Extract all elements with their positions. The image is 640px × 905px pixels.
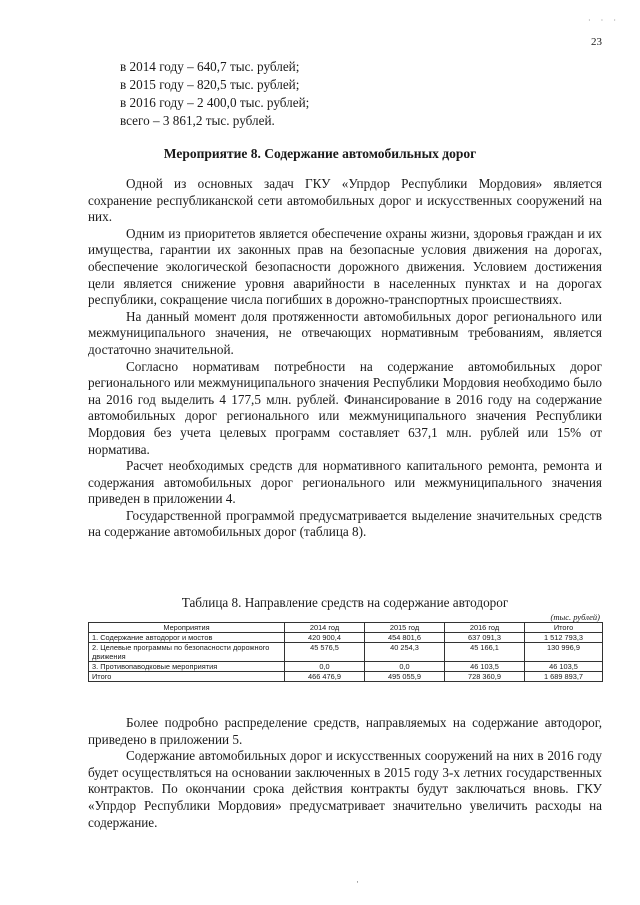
table-cell: 454 801,6 xyxy=(365,633,445,643)
section-title: Мероприятие 8. Содержание автомобильных дорог xyxy=(163,146,477,161)
table-cell: 466 476,9 xyxy=(285,672,365,682)
table-header: 2016 год xyxy=(445,623,525,633)
table-cell: 0,0 xyxy=(285,662,365,672)
budget-list xyxy=(120,58,309,130)
table-cell: 637 091,3 xyxy=(445,633,525,643)
table-header: 2015 год xyxy=(365,623,445,633)
table-cell: 1 512 793,3 xyxy=(525,633,603,643)
funding-table-block xyxy=(88,595,602,682)
paragraph: Более подробно распределение средств, направляемых на содержание автодорог, приведено в приложении 5. xyxy=(88,715,602,747)
table-caption: Таблица 8. Направление средств на содержание автодорог xyxy=(181,595,509,610)
paragraph: Расчет необходимых средств для нормативного капитального ремонта, ремонта и содержания автомобильных дорог регионального или межмуниципального значения приведен в приложении 4. xyxy=(88,458,602,507)
table-cell: 420 900,4 xyxy=(285,633,365,643)
table-cell: 40 254,3 xyxy=(365,643,445,662)
table-total-row xyxy=(89,672,603,682)
paragraph: Одним из приоритетов является обеспечение охраны жизни, здоровья граждан и их имущества, гарантии их законных прав на безопасные условия движения на дорогах, обеспечение экологической безопасности дорожного движения. Условием достижения цели является снижение уровня аварийности в населенных пунктах и на дорогах республики, сокращение числа погибших в дорожно-транспортных происшествиях. xyxy=(88,225,602,308)
table-cell: 130 996,9 xyxy=(525,643,603,662)
budget-line-2014: в 2014 году – 640,7 тыс. рублей; xyxy=(120,59,300,74)
table-header: Итого xyxy=(525,623,603,633)
body-text xyxy=(88,176,602,541)
paragraph: Одной из основных задач ГКУ «Упрдор Республики Мордовия» является сохранение республиканской сети автомобильных дорог и искусственных сооружений на них. xyxy=(88,176,602,225)
paragraph: Согласно нормативам потребности на содержание автомобильных дорог регионального или межмуниципального значения Республики Мордовия необходимо было на 2016 год выделить 4 177,5 млн. рублей. Финансирование в 2016 году на содержание автомобильных дорог регионального или межмуниципального значения Республики Мордовия без учета целевых программ составляет 637,1 млн. рублей или 15% от норматива. xyxy=(88,358,602,457)
table-cell: 2. Целевые программы по безопасности дорожного движения xyxy=(89,643,285,662)
scan-speck-mark: · xyxy=(356,877,359,887)
table-row xyxy=(89,643,603,662)
table-cell: 0,0 xyxy=(365,662,445,672)
table-cell: 1. Содержание автодорог и мостов xyxy=(89,633,285,643)
table-header-row xyxy=(89,623,603,633)
table-header: 2014 год xyxy=(285,623,365,633)
budget-line-total: всего – 3 861,2 тыс. рублей. xyxy=(120,113,275,128)
table-cell: 495 055,9 xyxy=(365,672,445,682)
budget-line-2016: в 2016 году – 2 400,0 тыс. рублей; xyxy=(120,95,310,110)
table-cell: 46 103,5 xyxy=(445,662,525,672)
paragraph: Содержание автомобильных дорог и искусственных сооружений на них в 2016 году будет осуществляться на основании заключенных в 2015 году 3-х летних государственных контрактов. По окончании срока действия контракты будут заключаться вновь. ГКУ «Упрдор Республики Мордовия» предусматривает значительно увеличить расходы на содержание. xyxy=(88,748,602,830)
page-number: 23 xyxy=(591,36,602,48)
table-cell: Итого xyxy=(89,672,285,682)
table-row xyxy=(89,662,603,672)
table-header: Мероприятия xyxy=(89,623,285,633)
after-table-text xyxy=(88,715,602,831)
table-cell: 45 576,5 xyxy=(285,643,365,662)
budget-line-2015: в 2015 году – 820,5 тыс. рублей; xyxy=(120,77,300,92)
table-row xyxy=(89,633,603,643)
scan-speck-mark: · · · xyxy=(588,16,620,25)
table-unit: (тыс. рублей) xyxy=(550,612,600,622)
table-cell: 1 689 893,7 xyxy=(525,672,603,682)
paragraph: Государственной программой предусматривается выделение значительных средств на содержание автомобильных дорог (таблица 8). xyxy=(88,507,602,540)
paragraph: На данный момент доля протяженности автомобильных дорог регионального или межмуниципального значения, не отвечающих нормативным требованиям, является достаточно значительной. xyxy=(88,308,602,357)
table-cell: 3. Противопаводковые мероприятия xyxy=(89,662,285,672)
funding-table xyxy=(88,622,603,682)
table-cell: 46 103,5 xyxy=(525,662,603,672)
table-cell: 45 166,1 xyxy=(445,643,525,662)
table-cell: 728 360,9 xyxy=(445,672,525,682)
